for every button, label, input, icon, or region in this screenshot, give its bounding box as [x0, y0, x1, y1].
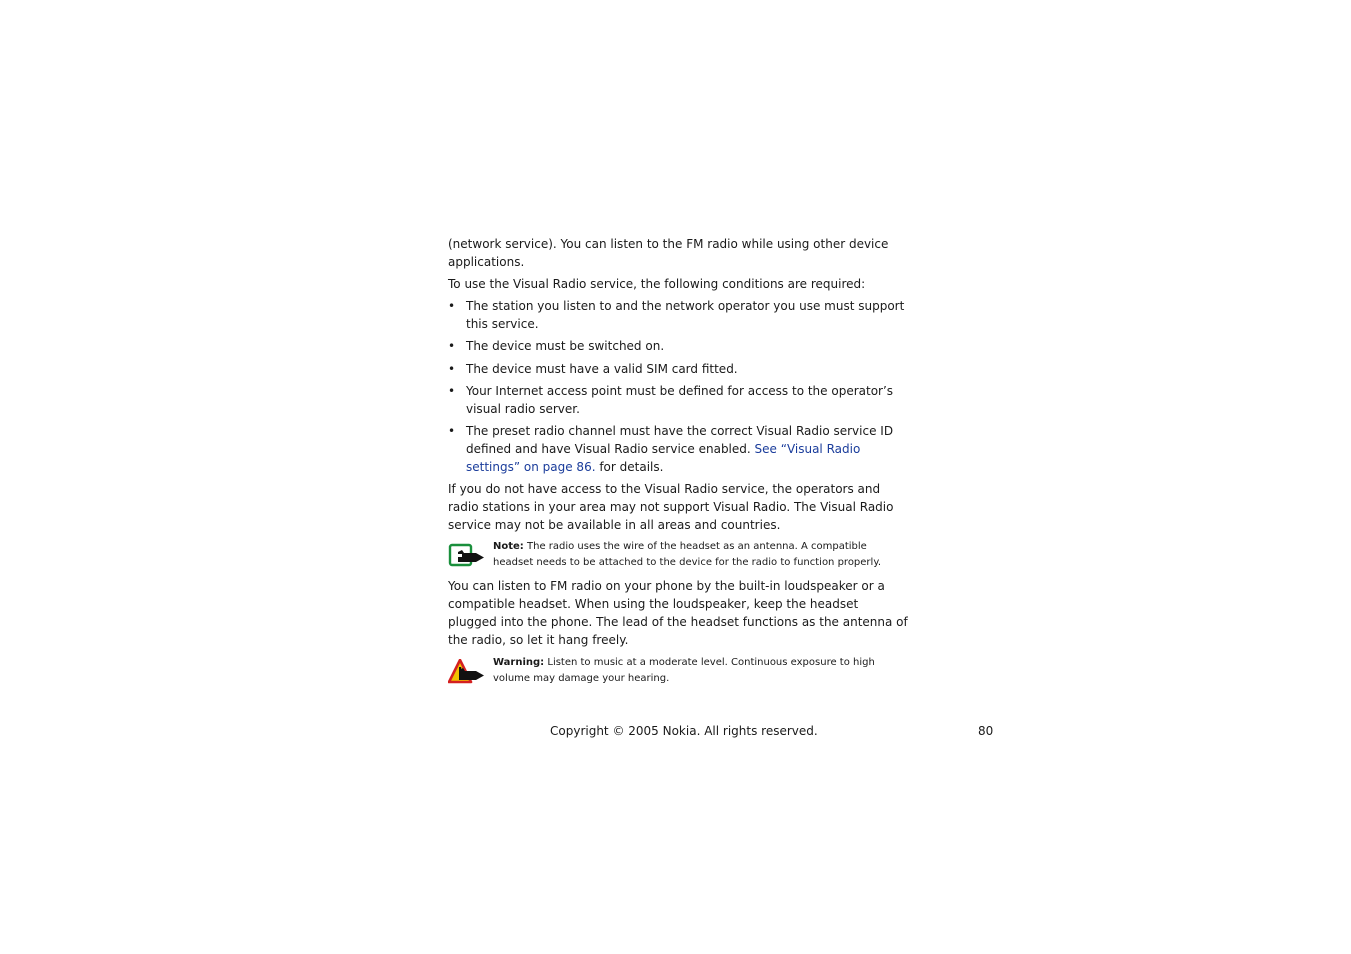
list-item-text-after-link: for details. [595, 459, 664, 474]
availability-paragraph: If you do not have access to the Visual Radio service, the operators and radio stations in your area may not support Visual Radio. The Visual Radio service may not be available in all areas and countries. [448, 482, 894, 532]
conditions-list [448, 298, 908, 476]
bullet-dot-icon: • [448, 299, 456, 314]
conditions-lead-paragraph: To use the Visual Radio service, the following conditions are required: [448, 277, 866, 292]
bullet-dot-icon: • [448, 424, 456, 439]
note-label: Note: [493, 541, 524, 553]
manual-page-body [448, 236, 908, 694]
list-item-text-before-link: The preset radio channel must have the correct Visual Radio service ID defined and have Visual Radio service enabled. [466, 424, 894, 456]
list-item-text: The station you listen to and the network operator you use must support this service. [466, 299, 905, 332]
list-item-text: The device must have a valid SIM card fitted. [466, 361, 738, 376]
warning-label: Warning: [493, 656, 545, 668]
list-item-text: Your Internet access point must be defined for access to the operator’s visual radio server. [466, 384, 894, 416]
visual-radio-settings-link[interactable]: See “Visual Radio settings” on page 86. [466, 441, 861, 474]
list-item-text: The device must be switched on. [466, 339, 665, 354]
list-item [448, 383, 908, 419]
note-callout [448, 539, 908, 571]
warning-text: Listen to music at a moderate level. Continuous exposure to high volume may damage your hearing. [493, 656, 875, 684]
loudspeaker-paragraph: You can listen to FM radio on your phone by the built-in loudspeaker or a compatible headset. When using the loudspeaker, keep the headset plugged into the phone. The lead of the headset functions as the antenna of the radio, so let it hang freely. [448, 579, 908, 647]
note-text: The radio uses the wire of the headset as an antenna. A compatible headset needs to be attached to the device for the radio to function properly. [493, 541, 881, 569]
list-item [448, 423, 908, 476]
warning-callout [448, 655, 908, 687]
bullet-dot-icon: • [448, 361, 456, 376]
note-hand-icon [448, 543, 486, 569]
bullet-dot-icon: • [448, 339, 456, 354]
list-item [448, 298, 908, 334]
intro-paragraph: (network service). You can listen to the FM radio while using other device applications. [448, 237, 889, 269]
bullet-dot-icon: • [448, 384, 456, 399]
page-number: 80 [978, 724, 994, 738]
list-item [448, 361, 908, 379]
footer-copyright: Copyright © 2005 Nokia. All rights reserved. [550, 724, 818, 738]
list-item [448, 338, 908, 356]
warning-hand-icon [448, 659, 486, 685]
